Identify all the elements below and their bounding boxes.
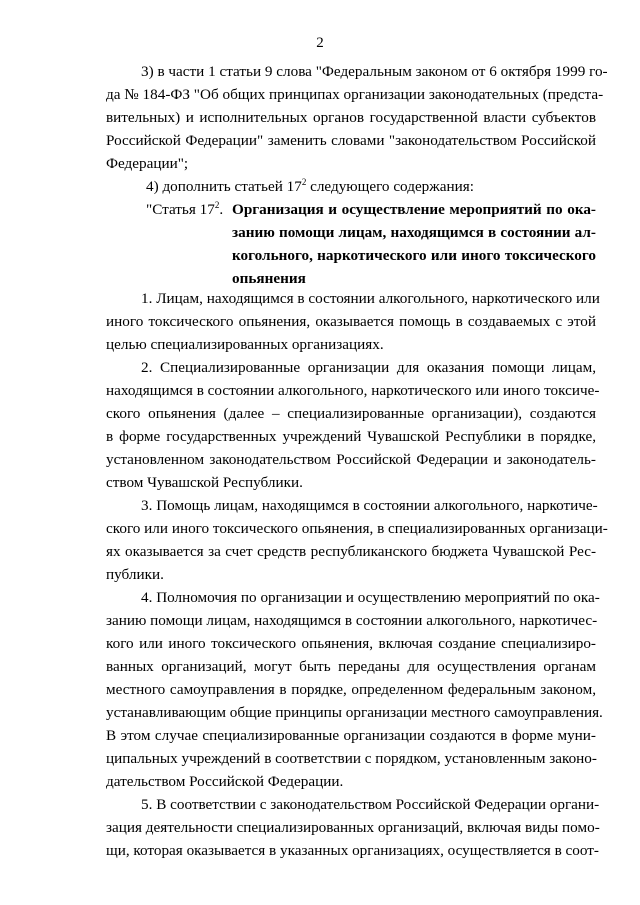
p5-line: 5. В соответствии с законодательством Российской Федерации органи-	[141, 796, 600, 813]
p2-line: установленном законодательством Российской Федерации и законодатель-	[106, 451, 596, 468]
p4-line: дательством Российской Федерации.	[106, 773, 344, 790]
item4-after: следующего содержания:	[306, 178, 474, 195]
article-label-before: "Статья 17	[146, 201, 215, 218]
p2-line: находящимся в состоянии алкогольного, наркотического или иного токсиче-	[106, 382, 600, 399]
p4-line: ванных организаций, могут быть переданы для осуществления органам	[106, 658, 596, 675]
article-label-sup: 2	[214, 200, 220, 210]
p1-line: иного токсического опьянения, оказывается помощь в создаваемых с этой	[106, 313, 596, 330]
p4-line: местного самоуправления в порядке, определенном федеральным законом,	[106, 681, 596, 698]
p4-line: кого или иного токсического опьянения, включая создание специализиро-	[106, 635, 596, 652]
p4-line: В этом случае специализированные организации создаются в форме муни-	[106, 727, 596, 744]
p5-line: щи, которая оказывается в указанных организациях, осуществляется в соот-	[106, 842, 599, 859]
p1-line: 1. Лицам, находящимся в состоянии алкогольного, наркотического или	[141, 290, 600, 307]
item3-line: да № 184-ФЗ "Об общих принципах организации законодательных (предста-	[106, 86, 604, 103]
p5-line: зация деятельности специализированных организаций, включая виды помо-	[106, 819, 600, 836]
item3-line: Федерации";	[106, 155, 189, 172]
item3-line: вительных) и исполнительных органов государственной власти субъектов	[106, 109, 596, 126]
item4-before: 4) дополнить статьей 17	[146, 178, 302, 195]
item4-text	[146, 178, 474, 196]
p1-line: целью специализированных организациях.	[106, 336, 384, 353]
p4-line: устанавливающим общие принципы организации местного самоуправления.	[106, 704, 603, 721]
p4-line: занию помощи лицам, находящимся в состоянии алкогольного, наркотичес-	[106, 612, 598, 629]
article-label-after: .	[219, 201, 224, 218]
p2-line: в форме государственных учреждений Чувашской Республики в порядке,	[106, 428, 596, 445]
item4-sup: 2	[301, 177, 307, 187]
p2-line: ского опьянения (далее – специализированные организации), создаются	[106, 405, 596, 422]
p4-line: ципальных учреждений в соответствии с порядком, установленным законо-	[106, 750, 597, 767]
item3-line: 3) в части 1 статьи 9 слова "Федеральным законом от 6 октября 1999 го-	[141, 63, 608, 80]
article-heading-line: когольного, наркотического или иного токсического	[232, 247, 596, 264]
p3-line: публики.	[106, 566, 164, 583]
article-heading-line: Организация и осуществление мероприятий по ока-	[232, 201, 596, 218]
page-number: 2	[316, 35, 324, 51]
p2-line: 2. Специализированные организации для оказания помощи лицам,	[141, 359, 596, 376]
p3-line: 3. Помощь лицам, находящимся в состоянии алкогольного, наркотиче-	[141, 497, 598, 514]
p3-line: ях оказывается за счет средств республиканского бюджета Чувашской Рес-	[106, 543, 596, 560]
p4-line: 4. Полномочия по организации и осуществлению мероприятий по ока-	[141, 589, 600, 606]
p2-line: ством Чувашской Республики.	[106, 474, 303, 491]
article-label	[146, 201, 223, 219]
article-heading-line: занию помощи лицам, находящимся в состоянии ал-	[232, 224, 596, 241]
article-heading-line: опьянения	[232, 270, 306, 287]
p3-line: ского или иного токсического опьянения, в специализированных организаци-	[106, 520, 608, 537]
item3-line: Российской Федерации" заменить словами "законодательством Российской	[106, 132, 596, 149]
